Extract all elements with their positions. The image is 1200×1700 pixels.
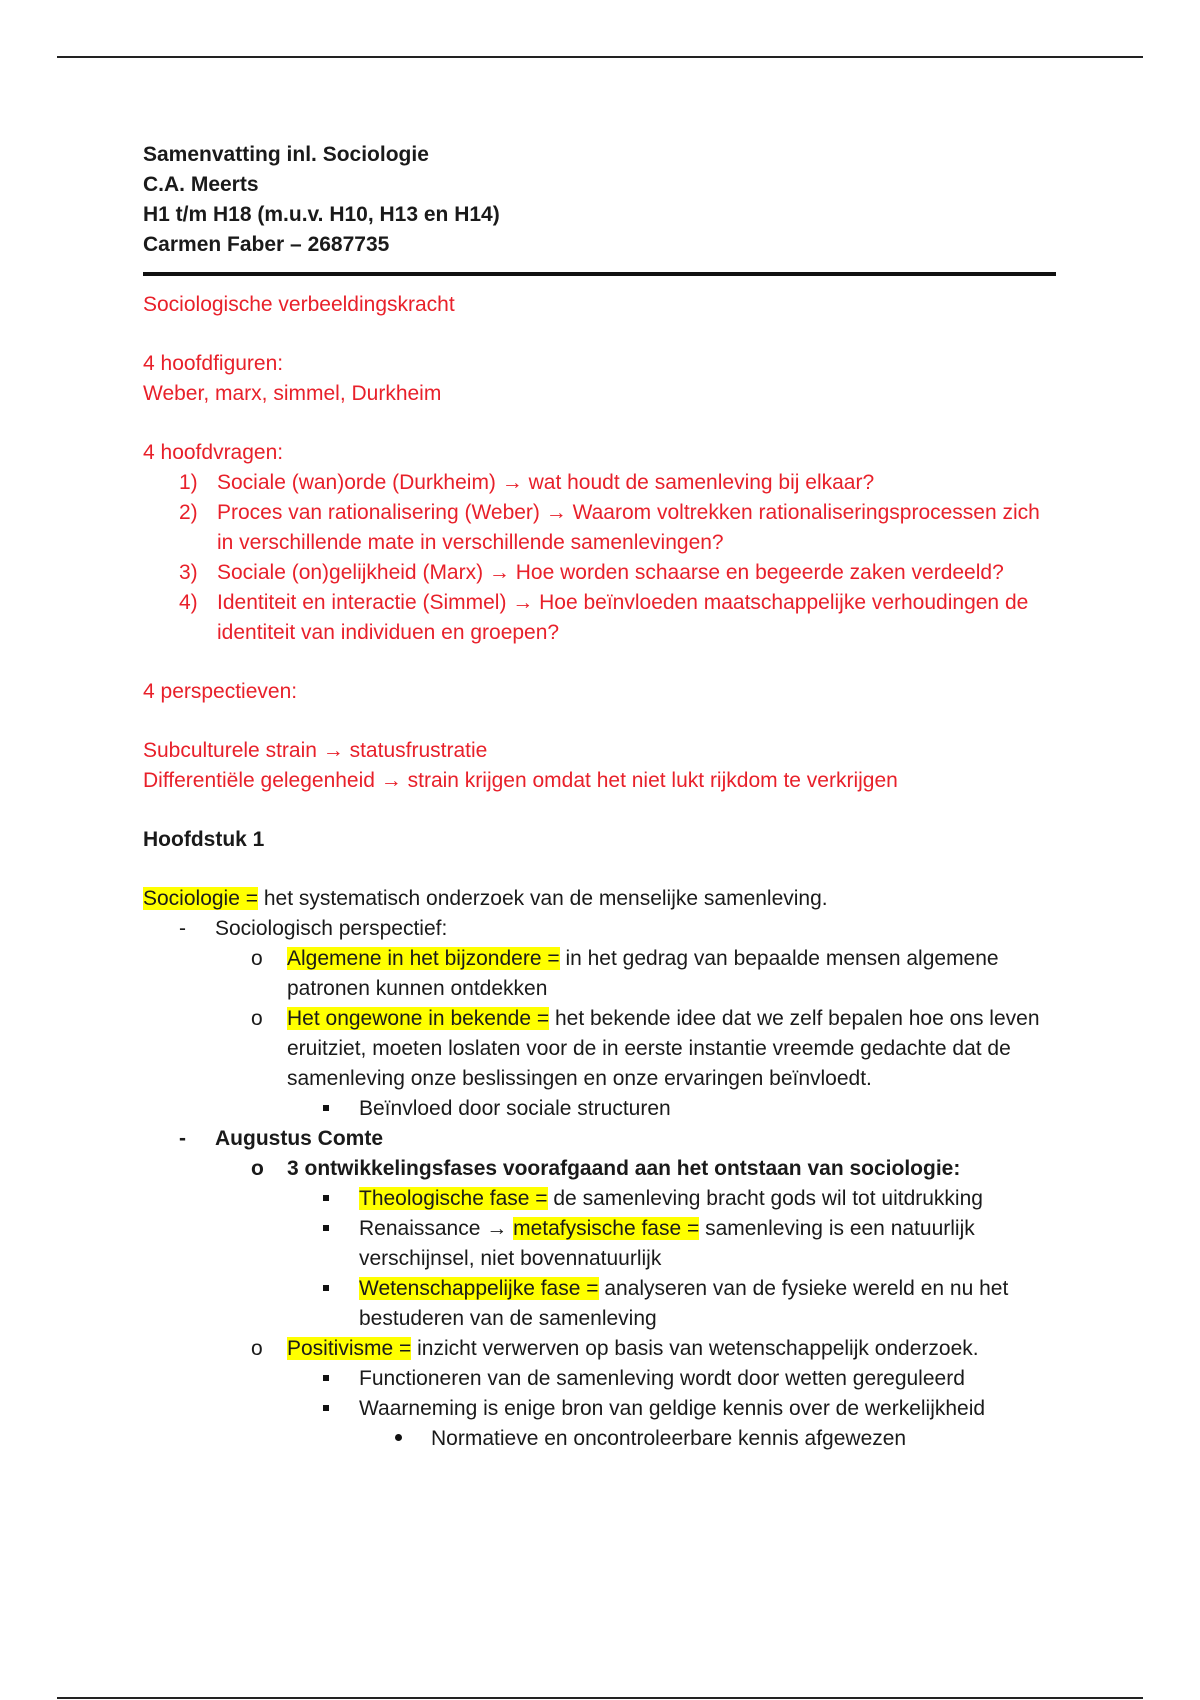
list-item bbox=[143, 944, 1058, 1004]
prefix-text: Renaissance → bbox=[359, 1217, 514, 1240]
question-text: Identiteit en interactie (Simmel) → Hoe beïnvloeden maatschappelijke verhoudingen de identiteit van individuen en groepen? bbox=[217, 591, 1029, 644]
square-bullet bbox=[323, 1184, 359, 1214]
perspectives-label: 4 perspectieven: bbox=[143, 680, 298, 703]
item-text: Functioneren van de samenleving wordt door wetten gereguleerd bbox=[359, 1367, 965, 1390]
circle-bullet: o bbox=[251, 1007, 263, 1030]
item-text: Waarneming is enige bron van geldige kennis over de werkelijkheid bbox=[359, 1397, 986, 1420]
list-item bbox=[143, 1124, 1058, 1154]
question-item bbox=[143, 498, 1058, 558]
item-text bbox=[359, 1214, 1058, 1274]
definition-text: het systematisch onderzoek van de menselijke samenleving. bbox=[258, 887, 828, 910]
square-bullet bbox=[323, 1364, 359, 1394]
item-text bbox=[359, 1184, 1058, 1214]
definition-text: in het gedrag van bepaalde mensen algemene patronen kunnen ontdekken bbox=[287, 947, 999, 1000]
doc-title: Samenvatting inl. Sociologie bbox=[143, 143, 429, 166]
question-text: Sociale (wan)orde (Durkheim) → wat houdt de samenleving bij elkaar? bbox=[217, 471, 875, 494]
dash-bullet: - bbox=[179, 917, 186, 940]
list-item bbox=[143, 1394, 1058, 1424]
question-item bbox=[143, 558, 1058, 588]
list-item bbox=[143, 1184, 1058, 1214]
list-item bbox=[143, 1334, 1058, 1364]
definition-text: inzicht verwerven op basis van wetenschappelijk onderzoek. bbox=[411, 1337, 979, 1360]
term-highlight: Positivisme = bbox=[287, 1337, 412, 1360]
list-item bbox=[143, 914, 1058, 944]
question-number: 2) bbox=[179, 501, 198, 524]
question-number: 1) bbox=[179, 471, 198, 494]
list-item bbox=[143, 1214, 1058, 1274]
page-top-rule bbox=[57, 56, 1143, 58]
term-highlight: Het ongewone in bekende = bbox=[287, 1007, 550, 1030]
item-text: Normatieve en oncontroleerbare kennis afgewezen bbox=[431, 1427, 907, 1450]
item-text: Beïnvloed door sociale structuren bbox=[359, 1097, 671, 1120]
square-bullet bbox=[323, 1094, 359, 1124]
item-text bbox=[359, 1274, 1058, 1334]
definition-text: de samenleving bracht gods wil tot uitdrukking bbox=[547, 1187, 983, 1210]
definition-text: analyseren van de fysieke wereld en nu het bestuderen van de samenleving bbox=[359, 1277, 1009, 1330]
intro-heading: Sociologische verbeeldingskracht bbox=[143, 293, 455, 316]
strain-line-1: Subculturele strain → statusfrustratie bbox=[143, 739, 488, 762]
dash-bullet: - bbox=[179, 1127, 186, 1150]
page-bottom-rule bbox=[57, 1697, 1143, 1699]
doc-scope: H1 t/m H18 (m.u.v. H10, H13 en H14) bbox=[143, 203, 500, 226]
document-body bbox=[143, 140, 1058, 1454]
item-text bbox=[287, 1334, 1058, 1364]
doc-student: Carmen Faber – 2687735 bbox=[143, 233, 390, 256]
list-item bbox=[143, 1424, 1058, 1454]
item-text bbox=[287, 1004, 1058, 1094]
question-item bbox=[143, 588, 1058, 648]
term-highlight: Wetenschappelijke fase = bbox=[359, 1277, 599, 1300]
circle-bullet: o bbox=[251, 947, 263, 970]
figures-label: 4 hoofdfiguren: bbox=[143, 352, 284, 375]
question-text: Proces van rationalisering (Weber) → Waarom voltrekken rationaliseringsprocessen zich in verschillende mate in verschillende samenlevingen? bbox=[217, 501, 1040, 554]
strain-line-2: Differentiële gelegenheid → strain krijgen omdat het niet lukt rijkdom te verkrijgen bbox=[143, 769, 898, 792]
chapter-heading: Hoofdstuk 1 bbox=[143, 828, 265, 851]
questions-label: 4 hoofdvragen: bbox=[143, 441, 284, 464]
term-highlight: Sociologie = bbox=[143, 887, 258, 910]
question-number: 4) bbox=[179, 591, 198, 614]
circle-bullet: o bbox=[251, 1157, 264, 1180]
list-item bbox=[143, 1154, 1058, 1184]
term-highlight: Algemene in het bijzondere = bbox=[287, 947, 560, 970]
item-text: Sociologisch perspectief: bbox=[215, 917, 448, 940]
term-highlight: Theologische fase = bbox=[359, 1187, 548, 1210]
square-bullet bbox=[323, 1214, 359, 1274]
round-bullet bbox=[395, 1424, 431, 1454]
definition-text: samenleving is een natuurlijk verschijnsel, niet bovennatuurlijk bbox=[359, 1217, 975, 1270]
question-text: Sociale (on)gelijkheid (Marx) → Hoe worden schaarse en begeerde zaken verdeeld? bbox=[217, 561, 1004, 584]
list-item bbox=[143, 1004, 1058, 1094]
list-item bbox=[143, 1274, 1058, 1334]
doc-author: C.A. Meerts bbox=[143, 173, 259, 196]
item-text: Augustus Comte bbox=[215, 1127, 383, 1150]
item-text bbox=[287, 944, 1058, 1004]
question-number: 3) bbox=[179, 561, 198, 584]
list-item bbox=[143, 1364, 1058, 1394]
figures-list: Weber, marx, simmel, Durkheim bbox=[143, 382, 442, 405]
header-separator bbox=[143, 272, 1056, 276]
definition-sociologie bbox=[143, 884, 1058, 914]
item-text: 3 ontwikkelingsfases voorafgaand aan het ontstaan van sociologie: bbox=[287, 1157, 961, 1180]
definition-text: het bekende idee dat we zelf bepalen hoe ons leven eruitziet, moeten loslaten voor de in eerste instantie vreemde gedachte dat de samenleving onze beslissingen en onze ervaringen beïnvloedt. bbox=[287, 1007, 1040, 1090]
question-item bbox=[143, 468, 1058, 498]
term-highlight: metafysische fase = bbox=[513, 1217, 700, 1240]
list-item bbox=[143, 1094, 1058, 1124]
square-bullet bbox=[323, 1394, 359, 1424]
square-bullet bbox=[323, 1274, 359, 1334]
circle-bullet: o bbox=[251, 1337, 263, 1360]
